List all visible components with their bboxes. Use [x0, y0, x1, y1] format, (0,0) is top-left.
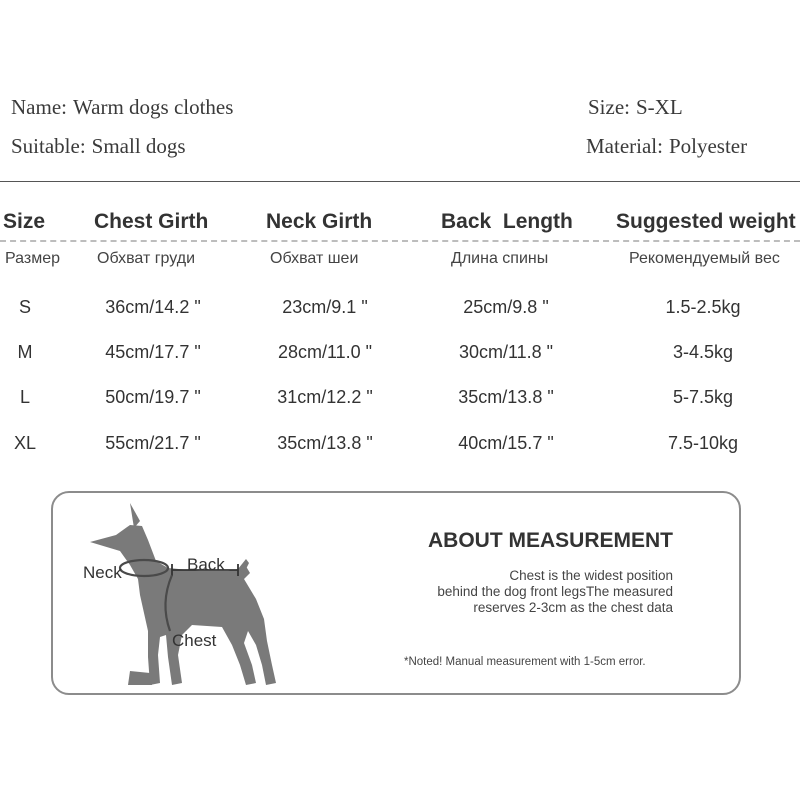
product-name-key: Name:	[11, 95, 67, 119]
product-size	[588, 95, 683, 120]
cell-size: XL	[13, 433, 37, 453]
product-suitable-key: Suitable:	[11, 134, 86, 158]
header-suggested-weight: Suggested weight	[616, 210, 796, 233]
product-material-value: Polyester	[668, 134, 748, 158]
cell-chest: 45cm/17.7 "	[105, 342, 201, 362]
cell-weight: 1.5-2.5kg	[665, 297, 741, 317]
cell-size: M	[17, 342, 33, 362]
cell-back: 30cm/11.8 "	[458, 342, 554, 362]
dog-label-neck: Neck	[83, 563, 122, 582]
cell-weight: 7.5-10kg	[667, 433, 739, 453]
dog-label-back: Back	[187, 555, 225, 574]
cell-weight: 5-7.5kg	[672, 387, 734, 407]
product-suitable	[11, 134, 186, 159]
product-name	[11, 95, 233, 120]
cell-neck: 35cm/13.8 "	[277, 433, 373, 453]
cell-size: S	[18, 297, 32, 317]
cell-chest: 50cm/19.7 "	[105, 387, 201, 407]
header-neck-girth: Neck Girth	[266, 210, 373, 233]
dog-silhouette-icon	[60, 495, 300, 695]
measurement-note: *Noted! Manual measurement with 1-5cm error.	[404, 656, 646, 668]
header-dashed-divider	[0, 240, 800, 242]
cell-neck: 28cm/11.0 "	[277, 342, 373, 362]
measurement-line: reserves 2-3cm as the chest data	[473, 600, 673, 615]
cell-neck: 23cm/9.1 "	[282, 297, 368, 317]
cell-chest: 36cm/14.2 "	[105, 297, 201, 317]
product-suitable-value: Small dogs	[91, 134, 186, 158]
header-ru-chest-girth: Обхват груди	[97, 250, 196, 267]
cell-back: 40cm/15.7 "	[458, 433, 554, 453]
header-ru-back-length: Длина спины	[451, 250, 549, 267]
cell-back: 35cm/13.8 "	[458, 387, 554, 407]
header-back-length: Back Length	[441, 210, 573, 233]
product-size-key: Size:	[588, 95, 630, 119]
header-chest-girth: Chest Girth	[94, 210, 209, 233]
top-divider	[0, 181, 800, 182]
header-ru-neck-girth: Обхват шеи	[270, 250, 359, 267]
cell-back: 25cm/9.8 "	[463, 297, 549, 317]
product-name-value: Warm dogs clothes	[72, 95, 234, 119]
cell-weight: 3-4.5kg	[672, 342, 734, 362]
cell-size: L	[19, 387, 31, 407]
measurement-title: ABOUT MEASUREMENT	[428, 529, 673, 552]
product-material	[586, 134, 747, 159]
measurement-line: Chest is the widest position	[509, 568, 673, 583]
header-size: Size	[3, 210, 46, 233]
cell-neck: 31cm/12.2 "	[277, 387, 373, 407]
header-ru-suggested-weight: Рекомендуемый вес	[629, 250, 780, 267]
product-material-key: Material:	[586, 134, 663, 158]
cell-chest: 55cm/21.7 "	[105, 433, 201, 453]
header-ru-size: Размер	[5, 250, 60, 267]
product-size-value: S-XL	[636, 95, 683, 119]
dog-label-chest: Chest	[172, 631, 217, 650]
measurement-line: behind the dog front legsThe measured	[437, 584, 673, 599]
